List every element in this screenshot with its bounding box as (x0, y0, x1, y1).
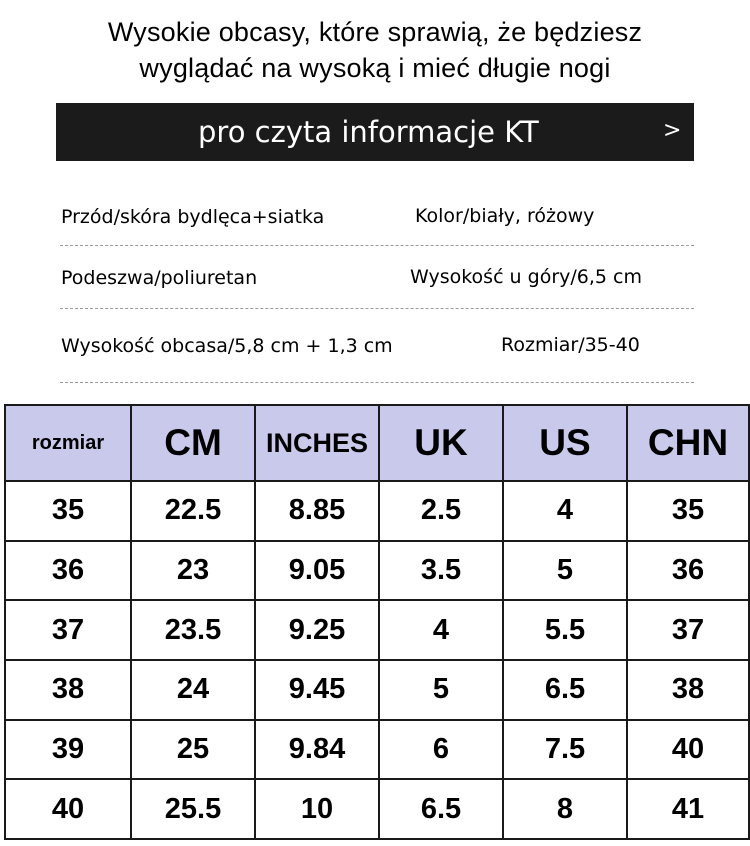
table-cell: 40 (627, 720, 749, 780)
table-cell: 5.5 (503, 600, 627, 660)
table-row (5, 541, 749, 601)
table-cell: 23.5 (131, 600, 255, 660)
title-line-2: wyglądać na wysoką i mieć długie nogi (139, 53, 611, 83)
spec-upper-material: Przód/skóra bydlęca+siatka (61, 206, 325, 228)
table-cell: 9.05 (255, 541, 379, 601)
table-cell: 8 (503, 779, 627, 839)
table-cell: 6.5 (503, 660, 627, 720)
table-cell: 8.85 (255, 481, 379, 541)
title-line-1: Wysokie obcasy, które sprawią, że będziesz (107, 17, 643, 47)
table-cell: 9.45 (255, 660, 379, 720)
table-row (5, 481, 749, 541)
table-cell: 6 (379, 720, 503, 780)
table-row (5, 720, 749, 780)
table-cell: 5 (379, 660, 503, 720)
table-row (5, 779, 749, 839)
table-cell: 2.5 (379, 481, 503, 541)
divider (60, 245, 694, 246)
table-cell: 6.5 (379, 779, 503, 839)
spec-size-range: Rozmiar/35-40 (501, 334, 640, 356)
table-cell: 25 (131, 720, 255, 780)
table-cell: 4 (503, 481, 627, 541)
table-cell: 5 (503, 541, 627, 601)
table-cell: 36 (627, 541, 749, 601)
table-cell: 9.25 (255, 600, 379, 660)
column-header-us: US (503, 405, 627, 481)
table-cell: 39 (5, 720, 131, 780)
column-header-size: rozmiar (5, 405, 131, 481)
spec-top-height: Wysokość u góry/6,5 cm (410, 266, 642, 288)
column-header-inches: INCHES (255, 405, 379, 481)
table-cell: 3.5 (379, 541, 503, 601)
column-header-uk: UK (379, 405, 503, 481)
table-cell: 22.5 (131, 481, 255, 541)
table-header-row (5, 405, 749, 481)
page-title (0, 14, 750, 86)
chevron-right-icon: > (663, 118, 682, 143)
read-info-banner-button[interactable] (56, 103, 694, 161)
table-cell: 7.5 (503, 720, 627, 780)
table-row (5, 660, 749, 720)
spec-heel-height: Wysokość obcasa/5,8 cm + 1,3 cm (61, 335, 393, 357)
table-cell: 37 (627, 600, 749, 660)
spec-color: Kolor/biały, różowy (415, 205, 595, 227)
table-cell: 24 (131, 660, 255, 720)
spec-sole: Podeszwa/poliuretan (61, 267, 258, 289)
table-cell: 38 (627, 660, 749, 720)
banner-label: pro czyta informacje KT (198, 115, 539, 149)
table-cell: 4 (379, 600, 503, 660)
table-cell: 35 (5, 481, 131, 541)
table-cell: 23 (131, 541, 255, 601)
table-cell: 40 (5, 779, 131, 839)
table-cell: 38 (5, 660, 131, 720)
table-row (5, 600, 749, 660)
divider (60, 382, 694, 383)
table-cell: 36 (5, 541, 131, 601)
table-cell: 37 (5, 600, 131, 660)
divider (60, 308, 694, 309)
table-cell: 35 (627, 481, 749, 541)
column-header-chn: CHN (627, 405, 749, 481)
column-header-cm: CM (131, 405, 255, 481)
table-cell: 25.5 (131, 779, 255, 839)
table-cell: 10 (255, 779, 379, 839)
table-cell: 9.84 (255, 720, 379, 780)
size-chart-table (4, 404, 750, 840)
table-cell: 41 (627, 779, 749, 839)
